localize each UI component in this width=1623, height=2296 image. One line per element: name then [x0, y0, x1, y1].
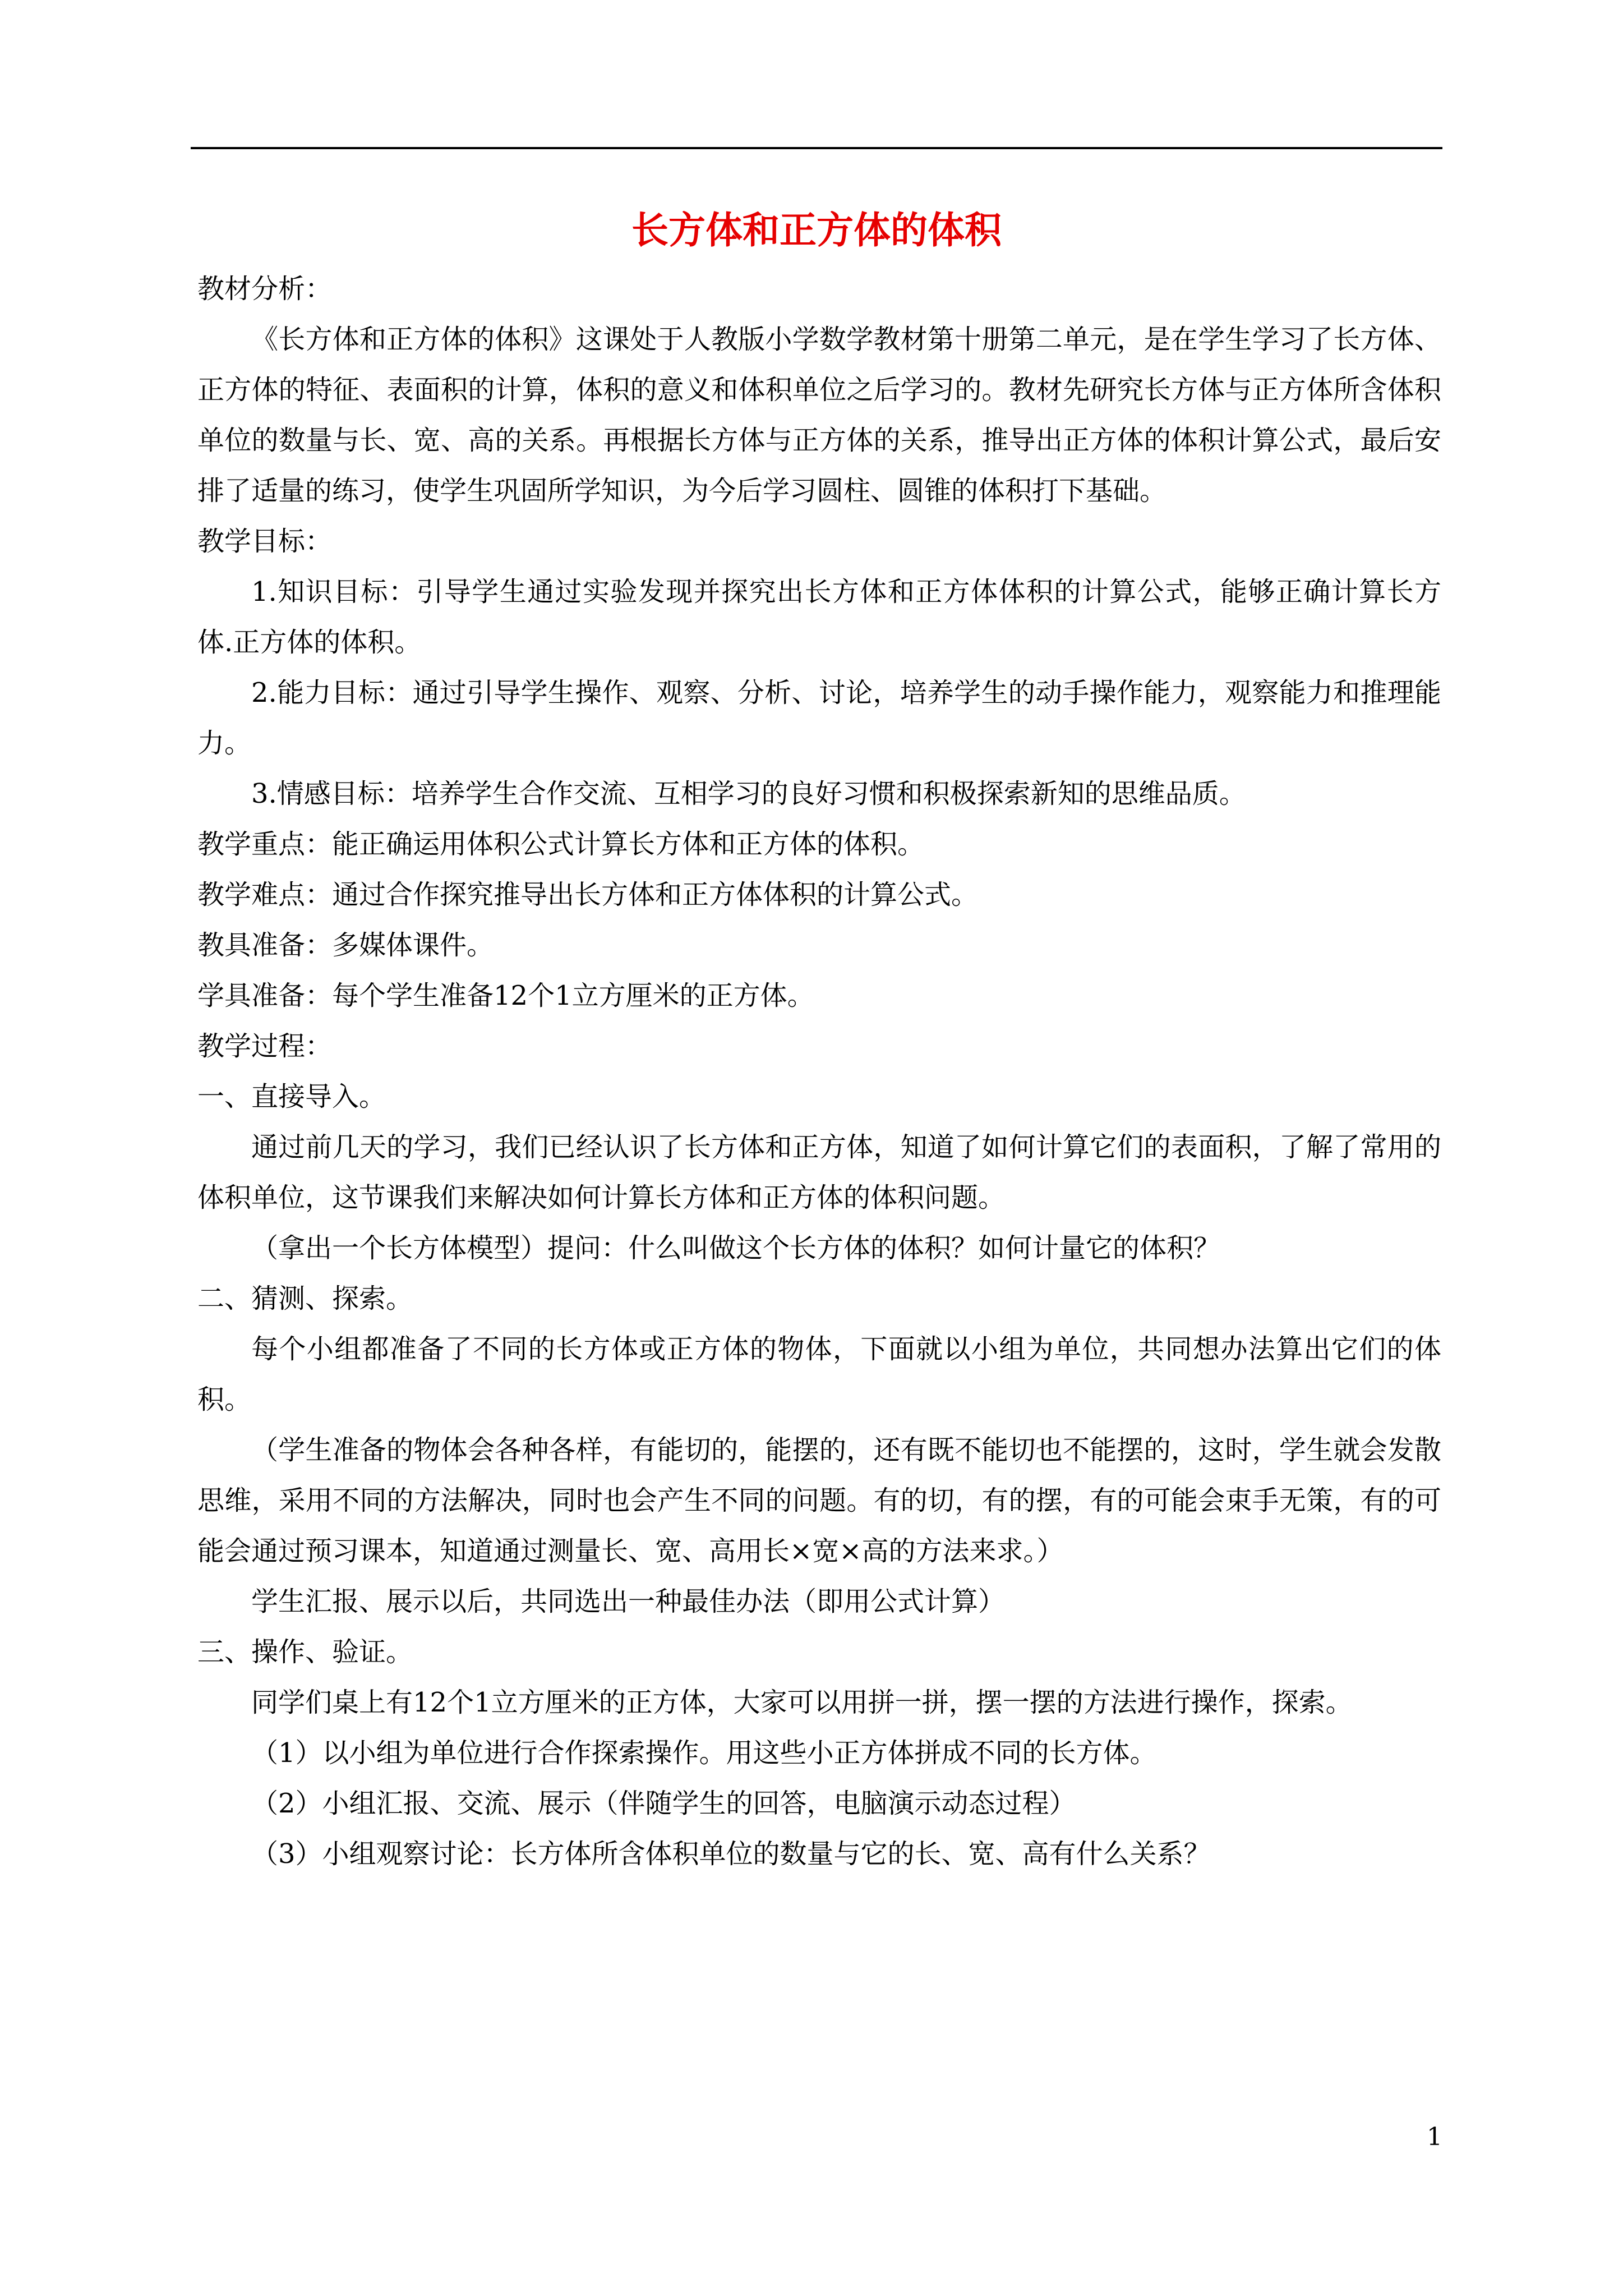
paragraph: 二、猜测、探索。 — [197, 1283, 413, 1314]
paragraph: （2）小组汇报、交流、展示（伴随学生的回答，电脑演示动态过程） — [251, 1788, 1076, 1819]
paragraph: 教学重点：能正确运用体积公式计算长方体和正方体的体积。 — [197, 829, 925, 860]
document-title: 长方体和正方体的体积 — [631, 208, 1002, 252]
paragraph: 同学们桌上有12个1立方厘米的正方体，大家可以用拼一拼，摆一摆的方法进行操作，探索。 — [251, 1687, 1353, 1718]
page-number: 1 — [1427, 2123, 1442, 2151]
paragraph: 每个小组都准备了不同的长方体或正方体的物体，下面就以小组为单位，共同想办法算出它们的体积。 — [197, 1333, 1441, 1415]
paragraph: 学生汇报、展示以后，共同选出一种最佳办法（即用公式计算） — [251, 1586, 1006, 1617]
paragraph: 一、直接导入。 — [197, 1081, 386, 1112]
paragraph: 学具准备：每个学生准备12个1立方厘米的正方体。 — [197, 980, 814, 1011]
paragraph: （学生准备的物体会各种各样，有能切的，能摆的，还有既不能切也不能摆的，这时，学生就会发散思维，采用不同的方法解决，同时也会产生不同的问题。有的切，有的摆，有的可能会束手无策，有的可能会通过预习课本，知道通过测量长、宽、高用长×宽×高的方法来求。） — [197, 1434, 1441, 1567]
paragraph: 2.能力目标：通过引导学生操作、观察、分析、讨论，培养学生的动手操作能力，观察能力和推理能力。 — [197, 677, 1441, 759]
paragraph: 通过前几天的学习，我们已经认识了长方体和正方体，知道了如何计算它们的表面积，了解了常用的体积单位，这节课我们来解决如何计算长方体和正方体的体积问题。 — [197, 1131, 1441, 1213]
paragraph: 教学难点：通过合作探究推导出长方体和正方体体积的计算公式。 — [197, 879, 979, 910]
paragraph: 教学目标： — [197, 526, 333, 557]
document-body — [197, 264, 1441, 1879]
paragraph: 教材分析： — [197, 273, 333, 305]
paragraph: （3）小组观察讨论：长方体所含体积单位的数量与它的长、宽、高有什么关系？ — [251, 1838, 1211, 1870]
paragraph: 三、操作、验证。 — [197, 1636, 413, 1668]
paragraph: 1.知识目标：引导学生通过实验发现并探究出长方体和正方体体积的计算公式，能够正确计算长方体.正方体的体积。 — [197, 576, 1441, 658]
paragraph: 《长方体和正方体的体积》这课处于人教版小学数学教材第十册第二单元，是在学生学习了长方体、正方体的特征、表面积的计算，体积的意义和体积单位之后学习的。教材先研究长方体与正方体所含体积单位的数量与长、宽、高的关系。再根据长方体与正方体的关系，推导出正方体的体积计算公式，最后安排了适量的练习，使学生巩固所学知识，为今后学习圆柱、圆锥的体积打下基础。 — [197, 324, 1441, 507]
paragraph: 3.情感目标：培养学生合作交流、互相学习的良好习惯和积极探索新知的思维品质。 — [251, 778, 1246, 809]
paragraph: （拿出一个长方体模型）提问：什么叫做这个长方体的体积？如何计量它的体积？ — [251, 1232, 1221, 1264]
header-rule — [191, 147, 1442, 149]
paragraph: （1）以小组为单位进行合作探索操作。用这些小正方体拼成不同的长方体。 — [251, 1737, 1157, 1769]
paragraph: 教学过程： — [197, 1030, 333, 1062]
paragraph: 教具准备：多媒体课件。 — [197, 930, 494, 961]
